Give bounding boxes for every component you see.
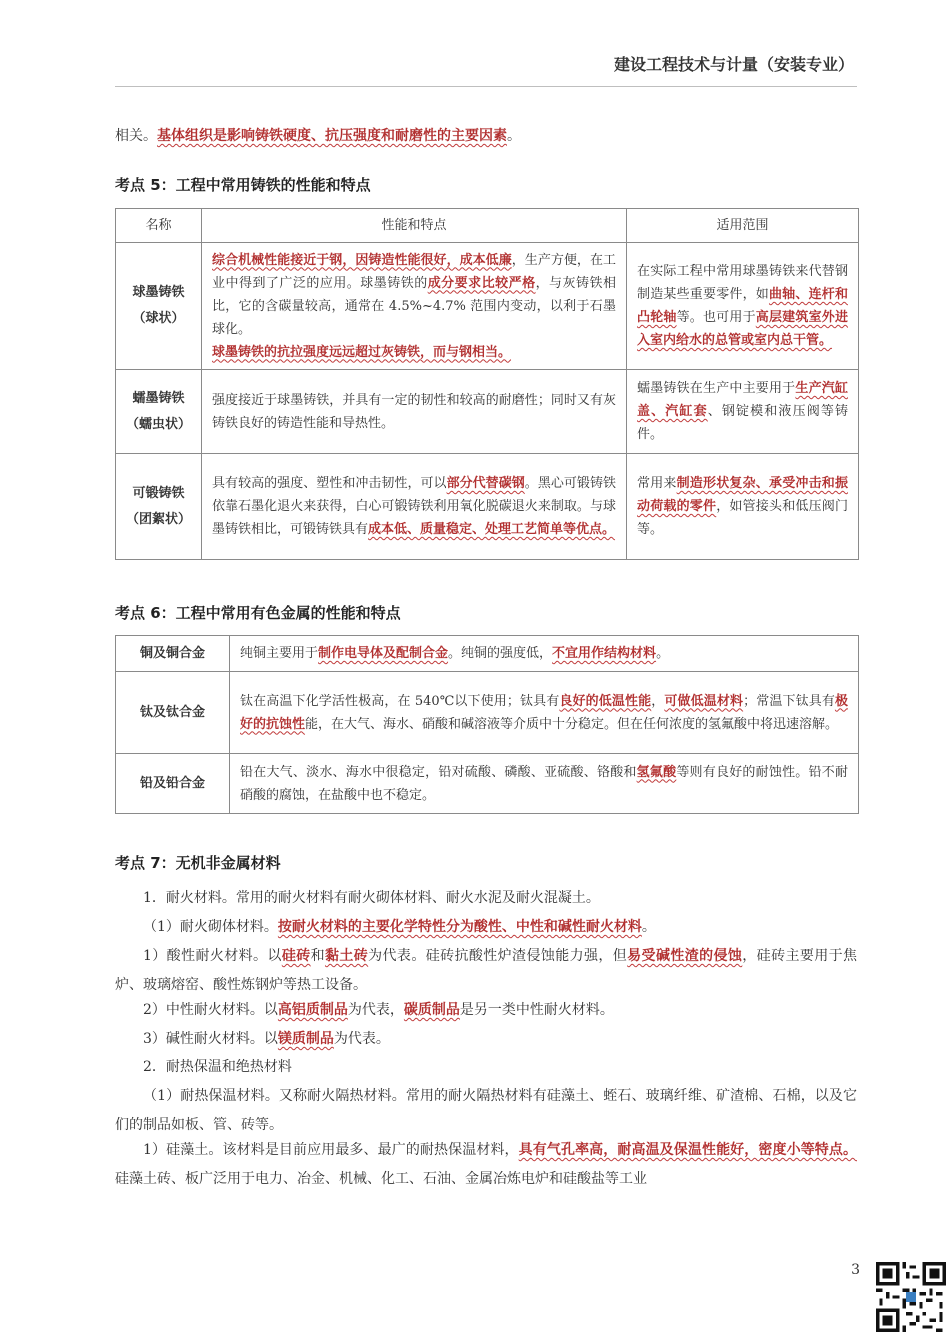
text: ， [651,693,665,709]
table-row [116,754,859,814]
text: 为代表， [347,1002,404,1018]
table-row [116,672,859,754]
table-row [116,636,859,672]
header-usage: 适用范围 [627,209,859,243]
text: 。黑心可锻铸铁依靠石墨化退火来获得，白心可锻铸铁利用氧化脱碳退火来制取。与球墨铸铁相比，可锻铸铁具有 [212,476,616,537]
highlight: 氢氟酸 [636,764,677,780]
paragraph [115,1025,857,1054]
text: （1）耐火砌体材料。 [143,919,278,935]
highlight: 综合机械性能接近于钢，因铸造性能很好，成本低廉 [212,252,512,268]
paragraph [115,1136,857,1194]
highlight: 高铝质制品 [277,1002,348,1018]
name-sub: （团絮状） [125,511,191,527]
highlight: 生产汽缸盖、汽缸套 [637,381,848,419]
text: 。纯铜的强度低， [448,646,553,661]
row-name: 钛及钛合金 [116,672,230,754]
performance-cell [202,454,627,560]
row-name [116,243,202,370]
text: 为代表。硅砖抗酸性炉渣侵蚀能力强，但 [368,948,628,964]
page-number: 3 [851,1262,860,1278]
text: 1）酸性耐火材料。以 [143,948,282,964]
text: 具有较高的强度、塑性和冲击韧性，可以 [212,476,447,491]
text: 能，在大气、海水、硝酸和碱溶液等介质中十分稳定。但在任何浓度的氢氟酸中将迅速溶解。 [305,716,839,732]
text: 蠕墨铸铁在生产中主要用于 [637,381,796,396]
qr-code-icon [876,1262,946,1332]
table-row [116,243,859,370]
highlight: 制作电导体及配制合金 [318,646,449,661]
paragraph [115,942,857,1000]
paragraph: 2．耐热保温和绝热材料 [143,1059,292,1075]
text: 强度接近于球墨铸铁，并具有一定的韧性和较高的耐磨性；同时又有灰铸铁良好的铸造性能和导热性。 [212,392,616,431]
text: 3）碱性耐火材料。以 [143,1031,278,1047]
highlight: 可做低温材料 [664,693,744,709]
name-main: 蠕墨铸铁 [132,390,185,406]
highlight: 曲轴、连杆和凸轮轴 [637,287,848,325]
highlight: 制造形状复杂、承受冲击和振动荷载的零件 [637,476,848,514]
highlight: 黏土砖 [324,948,369,964]
intro-prefix: 相关。 [115,128,157,144]
header-name: 名称 [116,209,202,243]
text: 是另一类中性耐火材料。 [459,1002,614,1018]
highlight: 成本低、质量稳定、处理工艺简单等优点。 [368,522,616,537]
highlight: 易受碱性渣的侵蚀 [627,948,743,964]
text: 。 [641,919,656,935]
name-main: 可锻铸铁 [132,485,185,501]
text: 等则有良好的耐蚀性。铅不耐硝酸的腐蚀，在盐酸中也不稳定。 [240,764,848,803]
text: 为代表。 [333,1031,390,1047]
name-main: 球墨铸铁 [132,285,185,300]
text: 1）硅藻土。该材料是目前应用最多、最广的耐热保温材料， [143,1142,519,1158]
text: ，生产方便，在工业中得到了广泛的应用。球墨铸铁的 [212,252,616,291]
highlight: 成分要求比较严格 [427,275,536,291]
section7-title: 考点 7：无机非金属材料 [115,854,281,872]
paragraph: 1．耐火材料。常用的耐火材料有耐火砌体材料、耐火水泥及耐火混凝土。 [143,890,600,906]
highlight: 部分代替碳钢 [446,476,525,491]
highlight: 硅砖 [281,948,311,964]
intro-highlight: 基体组织是影响铸铁硬度、抗压强度和耐磨性的主要因素 [157,128,507,144]
table-row [116,454,859,560]
text: 常用来 [637,476,677,491]
usage-cell [627,370,859,454]
text: 、钢锭模和液压阀等铸件。 [637,404,848,442]
intro-suffix: 。 [507,128,521,144]
table-row [116,370,859,454]
nonferrous-table [115,635,859,814]
text: 钛在高温下化学活性极高，在 540℃以下使用；钛具有 [240,693,560,709]
text: 铅在大气、淡水、海水中很稳定，铅对硫酸、磷酸、亚硫酸、铬酸和 [240,764,637,780]
description-cell [230,754,859,814]
text: 和 [310,948,325,964]
highlight: 球墨铸铁的抗拉强度远远超过灰铸铁，而与钢相当。 [212,344,512,360]
usage-cell [627,454,859,560]
performance-cell [202,370,627,454]
text: 2）中性耐火材料。以 [143,1002,278,1018]
text: 。 [656,646,670,661]
section6-title: 考点 6：工程中常用有色金属的性能和特点 [115,604,401,622]
text: ，如管接头和低压阀门等。 [637,499,848,537]
text: ，与灰铸铁相比，它的含碳量较高，通常在 4.5%~4.7% 范围内变动，以利于石墨球化。 [212,275,616,337]
paragraph [115,913,857,942]
text: 在实际工程中常用球墨铸铁来代替钢制造某些重要零件，如 [637,264,848,302]
cast-iron-table [115,208,859,560]
text: 硅藻土砖、板广泛用于电力、冶金、机械、化工、石油、金属冶炼电炉和硅酸盐等工业 [115,1171,647,1187]
paragraph: （1）耐热保温材料。又称耐火隔热材料。常用的耐火隔热材料有硅藻土、蛭石、玻璃纤维、矿渣棉、石棉，以及它们的制品如板、管、砖等。 [115,1088,857,1133]
row-name [116,454,202,560]
text: 纯铜主要用于 [240,646,319,661]
text: ，硅砖主要用于焦炉、玻璃熔窑、酸性炼钢炉等热工设备。 [115,948,858,993]
highlight: 镁质制品 [277,1031,334,1047]
running-header: 建设工程技术与计量（安装专业） [613,55,854,74]
header-performance: 性能和特点 [202,209,627,243]
name-sub: （球状） [132,311,185,326]
description-cell [230,672,859,754]
row-name [116,370,202,454]
intro-line [115,124,857,148]
section5-title: 考点 5：工程中常用铸铁的性能和特点 [115,176,371,194]
highlight: 不宜用作结构材料 [552,646,657,661]
highlight: 具有气孔率高，耐高温及保温性能好，密度小等特点。 [518,1142,857,1158]
row-name: 铜及铜合金 [116,636,230,672]
highlight: 极好的抗蚀性 [240,693,848,732]
text: 等。也可用于 [676,310,756,325]
usage-cell [627,243,859,370]
performance-cell [202,243,627,370]
highlight: 按耐火材料的主要化学特性分为酸性、中性和碱性耐火材料 [277,919,642,935]
row-name: 铅及铅合金 [116,754,230,814]
name-sub: （蠕虫状） [125,416,191,432]
description-cell [230,636,859,672]
highlight: 高层建筑室外进入室内给水的总管或室内总干管。 [637,310,848,348]
table-header-row [116,209,859,243]
header-rule [115,86,857,87]
paragraph [115,996,857,1025]
text: ；常温下钛具有 [743,693,835,709]
highlight: 良好的低温性能 [559,693,652,709]
highlight: 碳质制品 [403,1002,460,1018]
